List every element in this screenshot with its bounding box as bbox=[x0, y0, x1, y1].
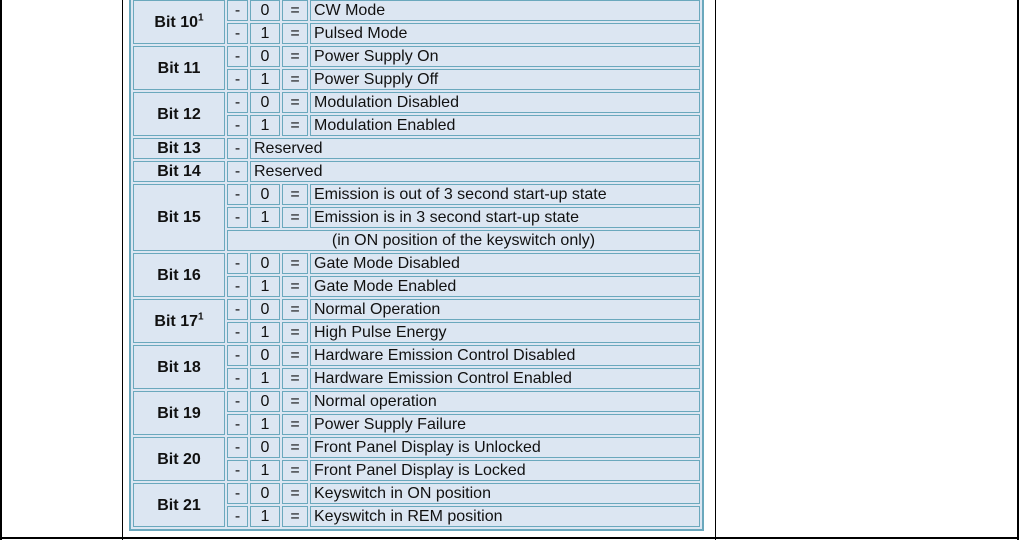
bit-label-text: Bit 17 bbox=[154, 312, 198, 330]
bit-label bbox=[133, 437, 225, 481]
bit-description: Pulsed Mode bbox=[310, 23, 700, 44]
bit-value: 0 bbox=[250, 46, 280, 67]
bit-label bbox=[133, 483, 225, 527]
bit-description: Power Supply Off bbox=[310, 69, 700, 90]
bit-label bbox=[133, 0, 225, 44]
equals-symbol: = bbox=[282, 483, 308, 504]
dash-symbol: - bbox=[227, 460, 248, 481]
bit-label-text: Bit 10 bbox=[154, 13, 198, 31]
dash-symbol: - bbox=[227, 322, 248, 343]
footnote-marker: 1 bbox=[198, 12, 204, 24]
bit-value: 1 bbox=[250, 115, 280, 136]
equals-symbol: = bbox=[282, 414, 308, 435]
dash-symbol: - bbox=[227, 92, 248, 113]
dash-symbol: - bbox=[227, 207, 248, 228]
equals-symbol: = bbox=[282, 368, 308, 389]
bit-value: 0 bbox=[250, 92, 280, 113]
dash-symbol: - bbox=[227, 276, 248, 297]
outer-column-divider-right bbox=[715, 0, 716, 540]
bit-label-text: Bit 20 bbox=[157, 450, 201, 468]
bit-description: Keyswitch in REM position bbox=[310, 506, 700, 527]
bit-value: 0 bbox=[250, 483, 280, 504]
bit-value: 0 bbox=[250, 345, 280, 366]
dash-symbol: - bbox=[227, 345, 248, 366]
bit-value: 1 bbox=[250, 276, 280, 297]
outer-border-left bbox=[0, 0, 2, 540]
bit-label bbox=[133, 46, 225, 90]
table-row bbox=[133, 0, 700, 21]
bit-value: 0 bbox=[250, 0, 280, 21]
dash-symbol: - bbox=[227, 483, 248, 504]
bit-label-text: Bit 21 bbox=[157, 496, 201, 514]
dash-symbol: - bbox=[227, 506, 248, 527]
equals-symbol: = bbox=[282, 437, 308, 458]
table-row bbox=[133, 483, 700, 504]
bit-label-text: Bit 15 bbox=[157, 209, 201, 226]
bit-description: Front Panel Display is Unlocked bbox=[310, 437, 700, 458]
table-row bbox=[133, 184, 700, 205]
footnote-marker: 1 bbox=[198, 311, 204, 323]
equals-symbol: = bbox=[282, 46, 308, 67]
bit-description: Hardware Emission Control Enabled bbox=[310, 368, 700, 389]
bit-value: 1 bbox=[250, 506, 280, 527]
equals-symbol: = bbox=[282, 391, 308, 412]
bit-label-text: Bit 18 bbox=[157, 358, 201, 376]
bit-label bbox=[133, 253, 225, 297]
bit-value: 1 bbox=[250, 368, 280, 389]
bit-description: Keyswitch in ON position bbox=[310, 483, 700, 504]
dash-symbol: - bbox=[227, 299, 248, 320]
table-row bbox=[133, 92, 700, 113]
outer-border-bottom bbox=[0, 537, 1019, 539]
equals-symbol: = bbox=[282, 0, 308, 21]
dash-symbol: - bbox=[227, 0, 248, 21]
bit-description: Emission is out of 3 second start-up state bbox=[310, 184, 700, 205]
bit-label: Bit 13 bbox=[133, 138, 225, 159]
bit-value: 0 bbox=[250, 437, 280, 458]
table-row bbox=[133, 161, 700, 182]
dash-symbol: - bbox=[227, 69, 248, 90]
table-row bbox=[133, 345, 700, 366]
dash-symbol: - bbox=[227, 368, 248, 389]
bit-value: 0 bbox=[250, 391, 280, 412]
dash-symbol: - bbox=[227, 253, 248, 274]
bit-label bbox=[133, 299, 225, 343]
table-row bbox=[133, 391, 700, 412]
table-row bbox=[133, 253, 700, 274]
bit-description: Power Supply Failure bbox=[310, 414, 700, 435]
bit-label bbox=[133, 184, 225, 251]
bit-label-text: Bit 12 bbox=[157, 105, 201, 123]
equals-symbol: = bbox=[282, 184, 308, 205]
bit-description: Emission is in 3 second start-up state bbox=[310, 207, 700, 228]
status-bits-table bbox=[129, 0, 704, 531]
dash-symbol: - bbox=[227, 414, 248, 435]
equals-symbol: = bbox=[282, 345, 308, 366]
outer-column-divider-left bbox=[122, 0, 123, 540]
bit-label-text: Bit 16 bbox=[157, 266, 201, 284]
bit-value: 1 bbox=[250, 23, 280, 44]
bit-description: Gate Mode Disabled bbox=[310, 253, 700, 274]
bit-label bbox=[133, 92, 225, 136]
dash-symbol: - bbox=[227, 437, 248, 458]
bit-description: Normal Operation bbox=[310, 299, 700, 320]
table-row bbox=[133, 437, 700, 458]
status-bits-table-body bbox=[133, 0, 700, 527]
dash-symbol: - bbox=[227, 184, 248, 205]
equals-symbol: = bbox=[282, 276, 308, 297]
bit-description: Gate Mode Enabled bbox=[310, 276, 700, 297]
equals-symbol: = bbox=[282, 23, 308, 44]
bit-value: 0 bbox=[250, 299, 280, 320]
bit-value: 1 bbox=[250, 322, 280, 343]
bit-value: 0 bbox=[250, 253, 280, 274]
reserved-description: Reserved bbox=[250, 138, 700, 159]
dash-symbol: - bbox=[227, 46, 248, 67]
bit-description: Power Supply On bbox=[310, 46, 700, 67]
dash-symbol: - bbox=[227, 23, 248, 44]
bit-note: (in ON position of the keyswitch only) bbox=[227, 230, 700, 251]
bit-description: Normal operation bbox=[310, 391, 700, 412]
equals-symbol: = bbox=[282, 299, 308, 320]
bit-description: Modulation Disabled bbox=[310, 92, 700, 113]
bit-description: High Pulse Energy bbox=[310, 322, 700, 343]
bit-label bbox=[133, 345, 225, 389]
equals-symbol: = bbox=[282, 460, 308, 481]
dash-symbol: - bbox=[227, 391, 248, 412]
equals-symbol: = bbox=[282, 322, 308, 343]
equals-symbol: = bbox=[282, 253, 308, 274]
equals-symbol: = bbox=[282, 115, 308, 136]
bit-value: 1 bbox=[250, 207, 280, 228]
dash-symbol: - bbox=[227, 115, 248, 136]
table-row bbox=[133, 299, 700, 320]
outer-border-right bbox=[1017, 0, 1019, 540]
bit-label-text: Bit 11 bbox=[157, 59, 201, 77]
bit-label-text: Bit 19 bbox=[157, 404, 201, 422]
bit-description: Modulation Enabled bbox=[310, 115, 700, 136]
bit-description: Front Panel Display is Locked bbox=[310, 460, 700, 481]
bit-value: 0 bbox=[250, 184, 280, 205]
reserved-description: Reserved bbox=[250, 161, 700, 182]
bit-value: 1 bbox=[250, 460, 280, 481]
dash-symbol: - bbox=[227, 161, 248, 182]
equals-symbol: = bbox=[282, 92, 308, 113]
dash-symbol: - bbox=[227, 138, 248, 159]
table-row bbox=[133, 138, 700, 159]
bit-description: CW Mode bbox=[310, 0, 700, 21]
bit-value: 1 bbox=[250, 69, 280, 90]
table-row bbox=[133, 46, 700, 67]
bit-value: 1 bbox=[250, 414, 280, 435]
equals-symbol: = bbox=[282, 207, 308, 228]
equals-symbol: = bbox=[282, 69, 308, 90]
equals-symbol: = bbox=[282, 506, 308, 527]
bit-description: Hardware Emission Control Disabled bbox=[310, 345, 700, 366]
bit-label bbox=[133, 391, 225, 435]
bit-label: Bit 14 bbox=[133, 161, 225, 182]
